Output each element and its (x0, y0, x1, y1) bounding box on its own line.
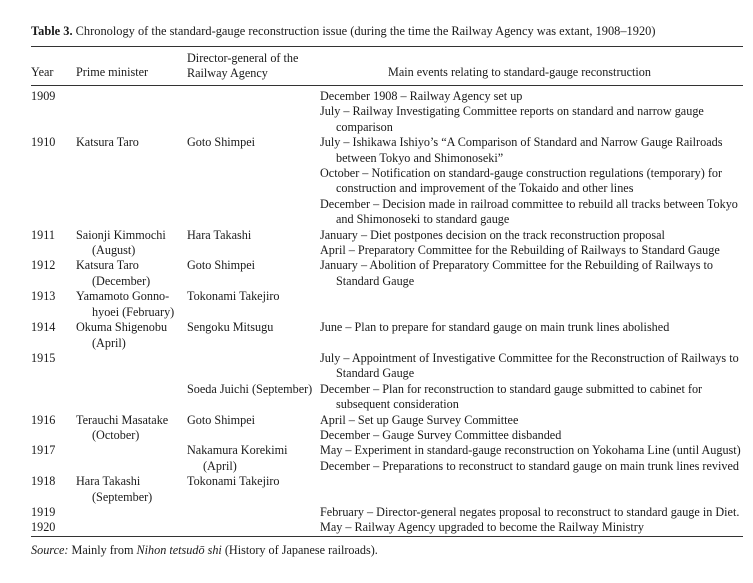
prime-minister-text: Saionji Kimmochi (August) (76, 227, 166, 258)
event-item: July – Appointment of Investigative Committee for the Reconstruction of Railways to Standard Gauge (320, 350, 739, 381)
cell-prime-minister (76, 520, 187, 535)
cell-events (320, 505, 743, 520)
event-item: December – Gauge Survey Committee disbanded (320, 427, 562, 442)
cell-prime-minister (76, 228, 187, 259)
cell-director-general (187, 320, 320, 351)
director-general-text: Hara Takashi (187, 227, 252, 242)
cell-director-general (187, 474, 320, 505)
cell-prime-minister (76, 135, 187, 227)
cell-director-general (187, 443, 320, 474)
table-row (31, 351, 743, 382)
table-row (31, 382, 743, 413)
cell-year: 1915 (31, 350, 56, 365)
event-item: July – Ishikawa Ishiyo’s “A Comparison of Standard and Narrow Gauge Railroads between Tokyo and Shimonoseki” (320, 135, 723, 165)
source-label: Source: (31, 543, 69, 557)
cell-prime-minister (76, 351, 187, 382)
event-item: December 1908 – Railway Agency set up (320, 89, 523, 103)
table-row (31, 505, 743, 520)
header-main-events: Main events relating to standard-gauge reconstruction (388, 65, 651, 79)
prime-minister-text: Okuma Shigenobu (April) (76, 320, 168, 350)
cell-year (31, 382, 76, 413)
table-number: Table 3. (31, 24, 73, 38)
bottom-rule (31, 536, 743, 537)
cell-events (320, 520, 743, 535)
event-item: October – Notification on standard-gauge construction regulations (temporary) for construction and improvement of the Tokaido and other lines (320, 166, 723, 196)
cell-year: 1919 (31, 504, 56, 519)
source-note (31, 543, 378, 558)
cell-director-general (187, 289, 320, 320)
table-title: Chronology of the standard-gauge reconstruction issue (during the time the Railway Agency was extant, 1908–1920) (75, 24, 656, 38)
cell-year: 1918 (31, 474, 56, 489)
cell-year: 1920 (31, 520, 56, 535)
director-general-text: Soeda Juichi (September) (187, 381, 313, 396)
event-item: January – Abolition of Preparatory Committee for the Rebuilding of Railways to Standard Gauge (320, 258, 713, 288)
event-item: April – Set up Gauge Survey Committee (320, 412, 519, 427)
top-rule (31, 46, 743, 47)
table-row (31, 474, 743, 505)
director-general-text: Goto Shimpei (187, 135, 256, 150)
cell-prime-minister (76, 320, 187, 351)
table-row (31, 89, 743, 135)
cell-year: 1910 (31, 135, 56, 150)
cell-director-general (187, 413, 320, 444)
cell-events (320, 351, 743, 382)
event-item: May – Railway Agency upgraded to become the Railway Ministry (320, 520, 644, 535)
source-title: Nihon tetsudō shi (136, 543, 222, 557)
prime-minister-text: Terauchi Masatake (October) (76, 412, 169, 442)
header-rule (31, 85, 743, 86)
cell-prime-minister (76, 258, 187, 289)
cell-events (320, 474, 743, 505)
table-row (31, 258, 743, 289)
event-item: June – Plan to prepare for standard gauge on main trunk lines abolished (320, 320, 670, 335)
prime-minister-text: Katsura Taro (76, 135, 139, 150)
cell-events (320, 289, 743, 320)
cell-events (320, 443, 743, 474)
cell-year: 1914 (31, 320, 56, 335)
event-item: December – Preparations to reconstruct to standard gauge on main trunk lines revived (320, 458, 739, 473)
table-row (31, 520, 743, 535)
cell-events (320, 413, 743, 444)
cell-events (320, 258, 743, 289)
table-body (31, 89, 743, 536)
prime-minister-text: Hara Takashi (September) (76, 474, 153, 504)
table-row (31, 228, 743, 259)
prime-minister-text: Yamamoto Gonno-hyoei (February) (76, 289, 175, 319)
cell-events (320, 320, 743, 351)
cell-director-general (187, 228, 320, 259)
event-item: February – Director-general negates proposal to reconstruct to standard gauge in Diet. (320, 504, 740, 519)
event-item: December – Decision made in railroad committee to rebuild all tracks between Tokyo and Shimonoseki to standard gauge (320, 196, 738, 227)
cell-director-general (187, 89, 320, 135)
director-general-text: Goto Shimpei (187, 412, 256, 427)
table-row (31, 413, 743, 444)
header-prime-minister: Prime minister (76, 65, 149, 79)
director-general-text: Nakamura Korekimi (April) (187, 443, 288, 473)
cell-year: 1916 (31, 412, 56, 427)
cell-year: 1909 (31, 89, 56, 103)
table-caption (31, 24, 746, 39)
header-year: Year (31, 65, 54, 79)
cell-prime-minister (76, 443, 187, 474)
cell-events (320, 382, 743, 413)
cell-director-general (187, 351, 320, 382)
director-general-text: Tokonami Takejiro (187, 289, 280, 304)
cell-events (320, 228, 743, 259)
cell-director-general (187, 258, 320, 289)
table-row (31, 135, 743, 227)
cell-prime-minister (76, 89, 187, 135)
cell-prime-minister (76, 289, 187, 320)
event-item: December – Plan for reconstruction to standard gauge submitted to cabinet for subsequent consideration (320, 381, 703, 412)
cell-director-general (187, 382, 320, 413)
event-item: May – Experiment in standard-gauge reconstruction on Yokohama Line (until August) (320, 443, 741, 458)
source-prefix: Mainly from (71, 543, 134, 557)
table-row (31, 443, 743, 474)
cell-director-general (187, 505, 320, 520)
director-general-text: Tokonami Takejiro (187, 474, 280, 489)
cell-director-general (187, 520, 320, 535)
cell-prime-minister (76, 505, 187, 520)
cell-year: 1917 (31, 443, 56, 458)
cell-prime-minister (76, 382, 187, 413)
table-row (31, 289, 743, 320)
event-item: January – Diet postpones decision on the track reconstruction proposal (320, 227, 665, 242)
cell-year: 1911 (31, 227, 55, 242)
table-row (31, 320, 743, 351)
cell-prime-minister (76, 413, 187, 444)
cell-prime-minister (76, 474, 187, 505)
cell-events (320, 89, 743, 135)
cell-events (320, 135, 743, 227)
header-director-general: Director-general of the Railway Agency (187, 51, 299, 81)
event-item: April – Preparatory Committee for the Rebuilding of Railways to Standard Gauge (320, 243, 720, 258)
cell-year: 1913 (31, 289, 56, 304)
prime-minister-text: Katsura Taro (December) (76, 258, 151, 288)
event-item: July – Railway Investigating Committee reports on standard and narrow gauge comparison (320, 104, 704, 134)
director-general-text: Goto Shimpei (187, 258, 256, 273)
cell-director-general (187, 135, 320, 227)
cell-year: 1912 (31, 258, 56, 273)
source-suffix: (History of Japanese railroads). (224, 543, 378, 557)
director-general-text: Sengoku Mitsugu (187, 320, 274, 335)
